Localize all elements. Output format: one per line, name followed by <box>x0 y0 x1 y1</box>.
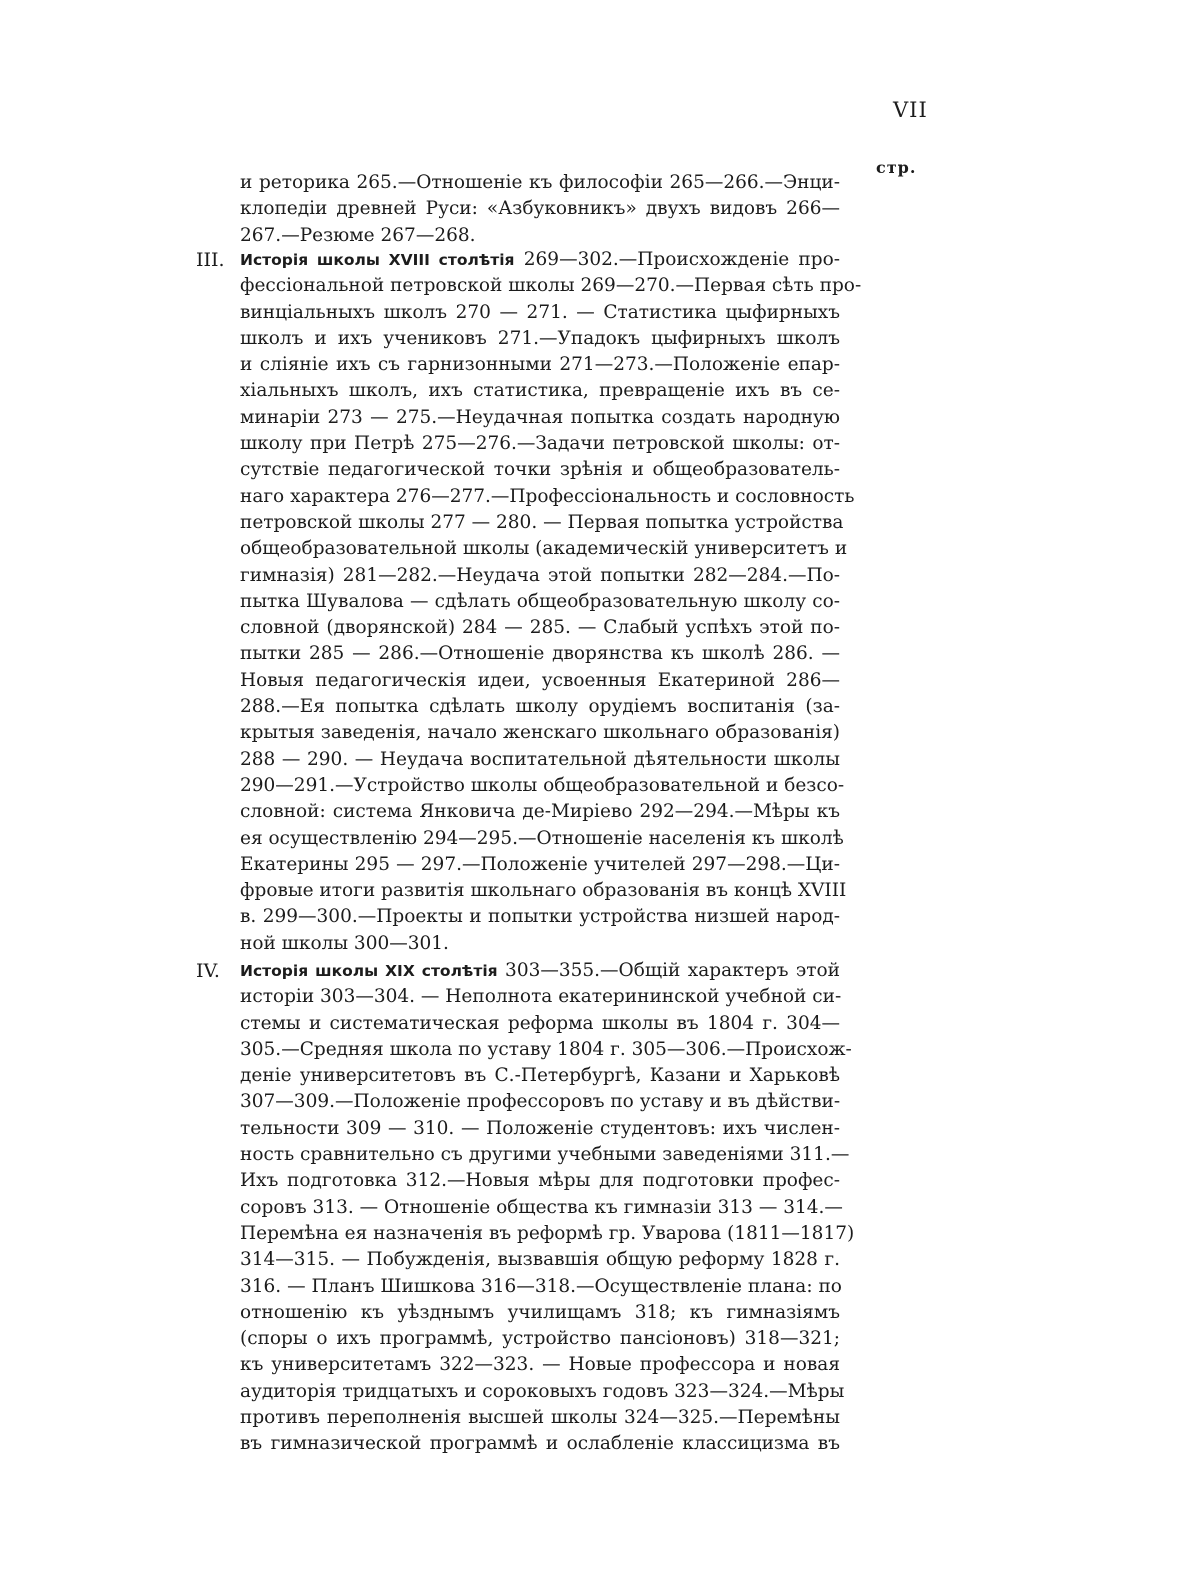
text-line: клопедіи древней Руси: «Азбуковникъ» двухъ видовъ 266— <box>240 198 840 220</box>
page-number: VII <box>893 98 928 122</box>
text-line: стемы и систематическая реформа школы въ 1804 г. 304— <box>240 1012 840 1034</box>
section-iii-numeral: III. <box>196 249 225 271</box>
text-line: 305.—Средняя школа по уставу 1804 г. 305—306.—Происхож- <box>240 1038 852 1060</box>
section-iii <box>196 247 862 957</box>
entry-continuation <box>196 170 840 249</box>
text-line: и сліяніе ихъ съ гарнизонными 271—273.—Положеніе епар- <box>240 354 840 376</box>
text-line: винціальныхъ школъ 270 — 271. — Статистика цыфирныхъ <box>240 301 840 323</box>
text-line: крытыя заведенія, начало женскаго школьнаго образованія) <box>240 722 840 744</box>
text-line: фессіональной петровской школы 269—270.—Первая сѣть про- <box>240 275 862 297</box>
text-line: пытка Шувалова — сдѣлать общеобразовательную школу со- <box>240 590 840 612</box>
text-line: школъ и ихъ учениковъ 271.—Упадокъ цыфирныхъ школъ <box>240 327 840 349</box>
page-column-label: стр. <box>876 158 917 177</box>
text-line: словной: система Янковича де-Миріево 292—294.—Мѣры къ <box>240 801 840 823</box>
section-iv-numeral: IV. <box>196 960 220 982</box>
text-line: исторіи 303—304. — Неполнота екатерининской учебной си- <box>240 986 842 1008</box>
text-line: школу при Петрѣ 275—276.—Задачи петровской школы: от- <box>240 433 840 455</box>
text-line: и реторика 265.—Отношеніе къ философіи 265—266.—Энци- <box>240 172 840 193</box>
text-line: ность сравнительно съ другими учебными заведеніями 311.— <box>240 1144 850 1166</box>
text-line: въ гимназической программѣ и ослабленіе классицизма въ <box>240 1433 840 1455</box>
text-line: ной школы 300—301. <box>240 932 449 954</box>
text-line: деніе университетовъ въ С.-Петербургѣ, Казани и Харьковѣ <box>240 1065 840 1087</box>
text-line: Перемѣна ея назначенія въ реформѣ гр. Уварова (1811—1817) <box>240 1222 855 1244</box>
text-line: 288.—Ея попытка сдѣлать школу орудіемъ воспитанія (за- <box>240 696 840 718</box>
section-iii-first-line <box>196 247 840 273</box>
text-line: 314—315. — Побужденія, вызвавшія общую реформу 1828 г. <box>240 1249 840 1271</box>
text-line: хіальныхъ школъ, ихъ статистика, превращеніе ихъ въ се- <box>240 380 840 402</box>
section-iv <box>196 958 855 1458</box>
text-line: пытки 285 — 286.—Отношеніе дворянства къ школѣ 286. — <box>240 643 840 665</box>
text-line: 316. — Планъ Шишкова 316—318.—Осуществленіе плана: по <box>240 1275 842 1297</box>
text-line: наго характера 276—277.—Профессіональность и сословность <box>240 485 855 507</box>
text-line: противъ переполненія высшей школы 324—325.—Перемѣны <box>240 1407 840 1429</box>
text-line: 307—309.—Положеніе профессоровъ по уставу и въ дѣйстви- <box>240 1091 841 1113</box>
text-line: фровые итоги развитія школьнаго образованія въ концѣ XVIII <box>240 880 847 902</box>
section-iii-heading: Исторія школы XVIII столѣтія <box>240 251 515 269</box>
text-line: общеобразовательной школы (академическій университетъ и <box>240 538 848 560</box>
text-line: (споры о ихъ программѣ, устройство пансіоновъ) 318—321; <box>240 1328 840 1350</box>
text-line: 288 — 290. — Неудача воспитательной дѣятельности школы <box>240 748 840 770</box>
text-run: 303—355.—Общій характеръ этой <box>497 960 840 981</box>
text-line: 290—291.—Устройство школы общеобразовательной и безсо- <box>240 774 845 796</box>
text-line: Екатерины 295 — 297.—Положеніе учителей 297—298.—Ци- <box>240 853 840 875</box>
section-iv-heading: Исторія школы XIX столѣтія <box>240 962 498 980</box>
text-line: гимназія) 281—282.—Неудача этой попытки 282—284.—По- <box>240 564 840 586</box>
text-line: къ университетамъ 322—323. — Новые профессора и новая <box>240 1354 840 1376</box>
text-line: аудиторія тридцатыхъ и сороковыхъ годовъ 323—324.—Мѣры <box>240 1380 845 1402</box>
text-line: в. 299—300.—Проекты и попытки устройства низшей народ- <box>240 906 840 928</box>
text-line: сутствіе педагогической точки зрѣнія и общеобразователь- <box>240 459 840 481</box>
text-run: 269—302.—Происхожденіе про- <box>514 249 840 270</box>
text-line: Новыя педагогическія идеи, усвоенныя Екатериной 286— <box>240 669 840 691</box>
text-line: словной (дворянской) 284 — 285. — Слабый успѣхъ этой по- <box>240 617 840 639</box>
text-line: тельности 309 — 310. — Положеніе студентовъ: ихъ числен- <box>240 1117 840 1139</box>
section-iv-first-line <box>196 958 840 984</box>
text-line: соровъ 313. — Отношеніе общества къ гимназіи 313 — 314.— <box>240 1196 843 1218</box>
text-line: Ихъ подготовка 312.—Новыя мѣры для подготовки профес- <box>240 1170 840 1192</box>
text-line: петровской школы 277 — 280. — Первая попытка устройства <box>240 511 844 533</box>
text-line: отношенію къ уѣзднымъ училищамъ 318; къ гимназіямъ <box>240 1301 840 1323</box>
text-line: 267.—Резюме 267—268. <box>240 224 476 246</box>
text-line: ея осуществленію 294—295.—Отношеніе населенія къ школѣ <box>240 827 844 849</box>
text-line: минаріи 273 — 275.—Неудачная попытка создать народную <box>240 406 840 428</box>
